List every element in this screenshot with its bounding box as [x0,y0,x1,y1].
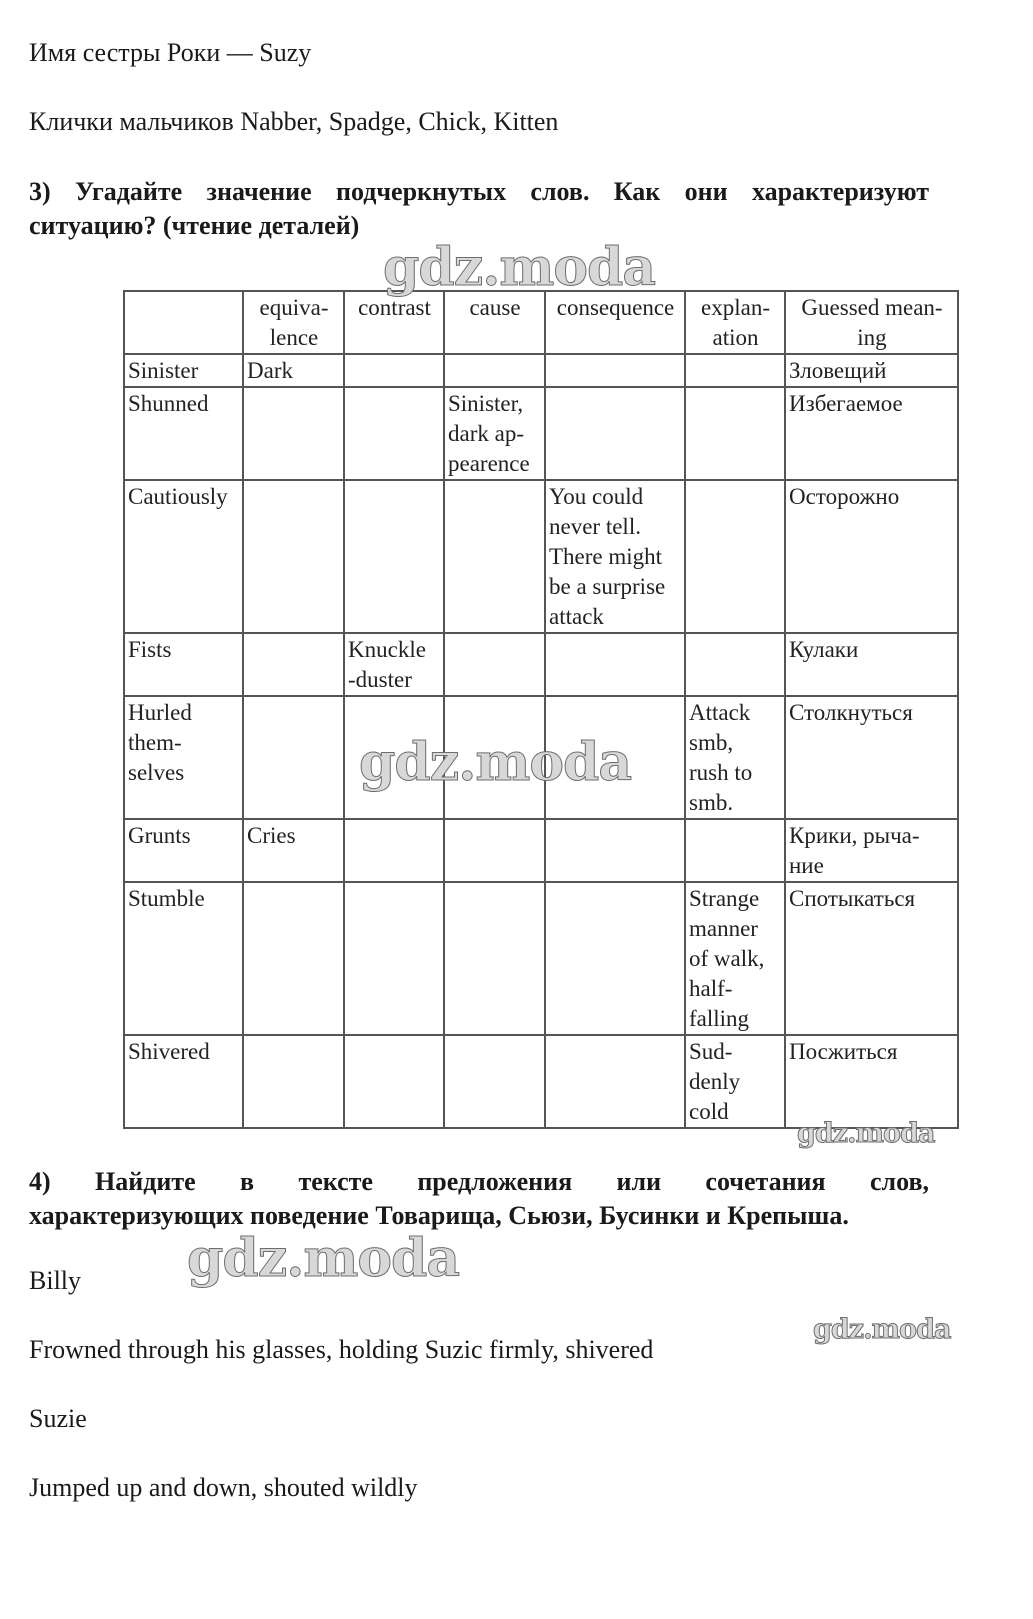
table-cell: Спотыкаться [785,882,958,1035]
table-row [124,1035,958,1128]
task3-line2: ситуацию? (чтение деталей) [29,211,360,240]
table-cell [545,354,685,387]
table-row [124,882,958,1035]
table-cell: Sud- denly cold [685,1035,785,1128]
table-cell [344,354,444,387]
table-header-cell [124,291,243,354]
table-header-cell: cause [444,291,545,354]
table-cell: Knuckle -duster [344,633,444,696]
table-cell: Избегаемое [785,387,958,480]
table-cell [685,819,785,882]
watermark: gdz.moda [383,237,656,298]
table-header-cell: explan- ation [685,291,785,354]
table-cell [344,882,444,1035]
table-row [124,387,958,480]
table-cell [344,480,444,633]
table-cell [545,633,685,696]
table-word-cell: Shivered [124,1035,243,1128]
table-cell [243,633,344,696]
table-cell [344,1035,444,1128]
table-word-cell: Shunned [124,387,243,480]
table-cell: Зловещий [785,354,958,387]
table-cell [444,354,545,387]
answer-billy-label: Billy [29,1266,82,1295]
table-cell [685,387,785,480]
table-word-cell: Stumble [124,882,243,1035]
table-cell: Cries [243,819,344,882]
table-row [124,354,958,387]
task4-line1: 4) Найдите в тексте предложения или сочетания слов, [29,1167,929,1196]
table-cell: Осторожно [785,480,958,633]
watermark: gdz.moda [359,732,632,793]
table-header-cell: equiva- lence [243,291,344,354]
table-cell [243,696,344,819]
table-cell: Крики, рыча- ние [785,819,958,882]
watermark: gdz.moda [813,1314,951,1345]
table-word-cell: Cautiously [124,480,243,633]
answer-suzie-label: Suzie [29,1404,87,1433]
table-cell: Столкнуться [785,696,958,819]
watermark: gdz.moda [797,1118,935,1149]
table-cell [344,387,444,480]
answer-suzie-text: Jumped up and down, shouted wildly [29,1473,418,1502]
table-cell: Кулаки [785,633,958,696]
table-word-cell: Sinister [124,354,243,387]
sister-name-line: Имя сестры Роки — Suzy [29,38,312,67]
table-header-cell: Guessed mean- ing [785,291,958,354]
table-cell [243,1035,344,1128]
task4-heading [29,1165,929,1233]
table-cell [545,387,685,480]
table-word-cell: Hurled them- selves [124,696,243,819]
table-cell: Attack smb, rush to smb. [685,696,785,819]
table-cell [444,1035,545,1128]
table-cell [444,882,545,1035]
table-cell [444,633,545,696]
table-cell [243,882,344,1035]
table-cell [344,819,444,882]
table-cell [444,480,545,633]
table-cell [444,819,545,882]
task3-heading [29,175,929,243]
vocabulary-table [123,290,959,1129]
table-cell: Sinister, dark ap- pearence [444,387,545,480]
table-cell [685,633,785,696]
table-header-cell: consequence [545,291,685,354]
table-cell [545,819,685,882]
table-cell [243,387,344,480]
table-cell: You could never tell. There might be a surprise attack [545,480,685,633]
task4-line2: характеризующих поведение Товарища, Сьюзи, Бусинки и Крепыша. [29,1201,849,1230]
table-cell [545,882,685,1035]
table-cell: Strange manner of walk, half- falling [685,882,785,1035]
table-header-cell: contrast [344,291,444,354]
table-cell: Посжиться [785,1035,958,1128]
watermark: gdz.moda [187,1228,460,1289]
table-row [124,633,958,696]
table-cell [685,480,785,633]
table-cell [243,480,344,633]
table-row [124,480,958,633]
table-cell [685,354,785,387]
table-row [124,819,958,882]
task3-line1: 3) Угадайте значение подчеркнутых слов. Как они характеризуют [29,177,929,206]
answer-billy-text: Frowned through his glasses, holding Suzic firmly, shivered [29,1335,654,1364]
table-cell [545,1035,685,1128]
table-word-cell: Grunts [124,819,243,882]
boys-nicknames-line: Клички мальчиков Nabber, Spadge, Chick, Kitten [29,107,559,136]
table-word-cell: Fists [124,633,243,696]
table-cell: Dark [243,354,344,387]
